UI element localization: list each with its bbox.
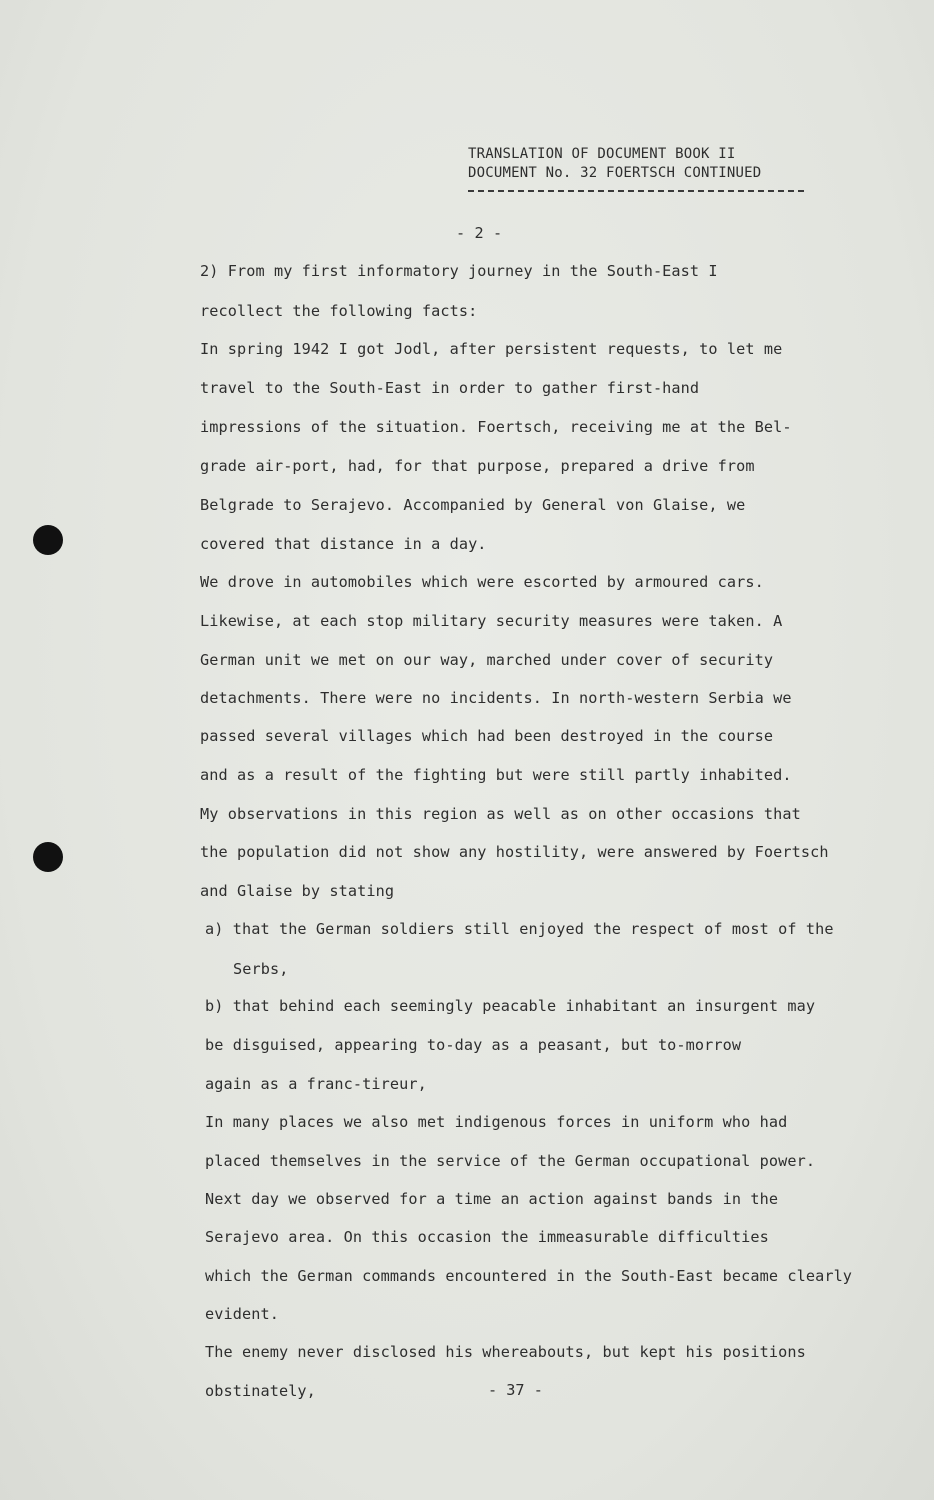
punch-hole [33, 842, 63, 872]
body-line: travel to the South-East in order to gather first-hand [200, 379, 700, 397]
body-line: a) that the German soldiers still enjoyed the respect of most of the [205, 920, 834, 938]
header-line-1: TRANSLATION OF DOCUMENT BOOK II [468, 146, 736, 162]
body-line: passed several villages which had been destroyed in the course [200, 727, 774, 745]
body-line: which the German commands encountered in the South-East became clearly [205, 1267, 853, 1285]
body-line: Belgrade to Serajevo. Accompanied by General von Glaise, we [200, 496, 746, 514]
page-number-top: - 2 - [456, 224, 503, 242]
body-line: b) that behind each seemingly peacable inhabitant an insurgent may [205, 997, 816, 1015]
page-number-bottom: - 37 - [488, 1381, 543, 1399]
body-line: detachments. There were no incidents. In north-western Serbia we [200, 689, 792, 707]
body-line: Serbs, [233, 960, 289, 978]
body-line: Next day we observed for a time an action against bands in the [205, 1190, 779, 1208]
body-line: The enemy never disclosed his whereabouts, but kept his positions [205, 1343, 806, 1361]
body-line: Likewise, at each stop military security measures were taken. A [200, 612, 783, 630]
body-line: 2) From my first informatory journey in the South-East I [200, 262, 718, 280]
header-dashed-rule [468, 190, 804, 192]
body-line: In many places we also met indigenous forces in uniform who had [205, 1113, 788, 1131]
body-line: grade air-port, had, for that purpose, prepared a drive from [200, 457, 755, 475]
body-line: covered that distance in a day. [200, 535, 487, 553]
body-line: and as a result of the fighting but were still partly inhabited. [200, 766, 792, 784]
body-line: and Glaise by stating [200, 882, 395, 900]
body-line: the population did not show any hostility, were answered by Foertsch [200, 843, 829, 861]
header-line-2: DOCUMENT No. 32 FOERTSCH CONTINUED [468, 165, 762, 181]
body-line: In spring 1942 I got Jodl, after persistent requests, to let me [200, 340, 783, 358]
body-line: My observations in this region as well as on other occasions that [200, 805, 801, 823]
body-line: recollect the following facts: [200, 302, 478, 320]
body-line: German unit we met on our way, marched under cover of security [200, 651, 774, 669]
body-line: evident. [205, 1305, 279, 1323]
body-line: again as a franc-tireur, [205, 1075, 427, 1093]
body-line: obstinately, [205, 1382, 316, 1400]
body-line: We drove in automobiles which were escorted by armoured cars. [200, 573, 764, 591]
body-line: impressions of the situation. Foertsch, receiving me at the Bel- [200, 418, 792, 436]
punch-hole [33, 525, 63, 555]
body-line: placed themselves in the service of the German occupational power. [205, 1152, 816, 1170]
body-line: Serajevo area. On this occasion the immeasurable difficulties [205, 1228, 769, 1246]
body-line: be disguised, appearing to-day as a peasant, but to-morrow [205, 1036, 742, 1054]
